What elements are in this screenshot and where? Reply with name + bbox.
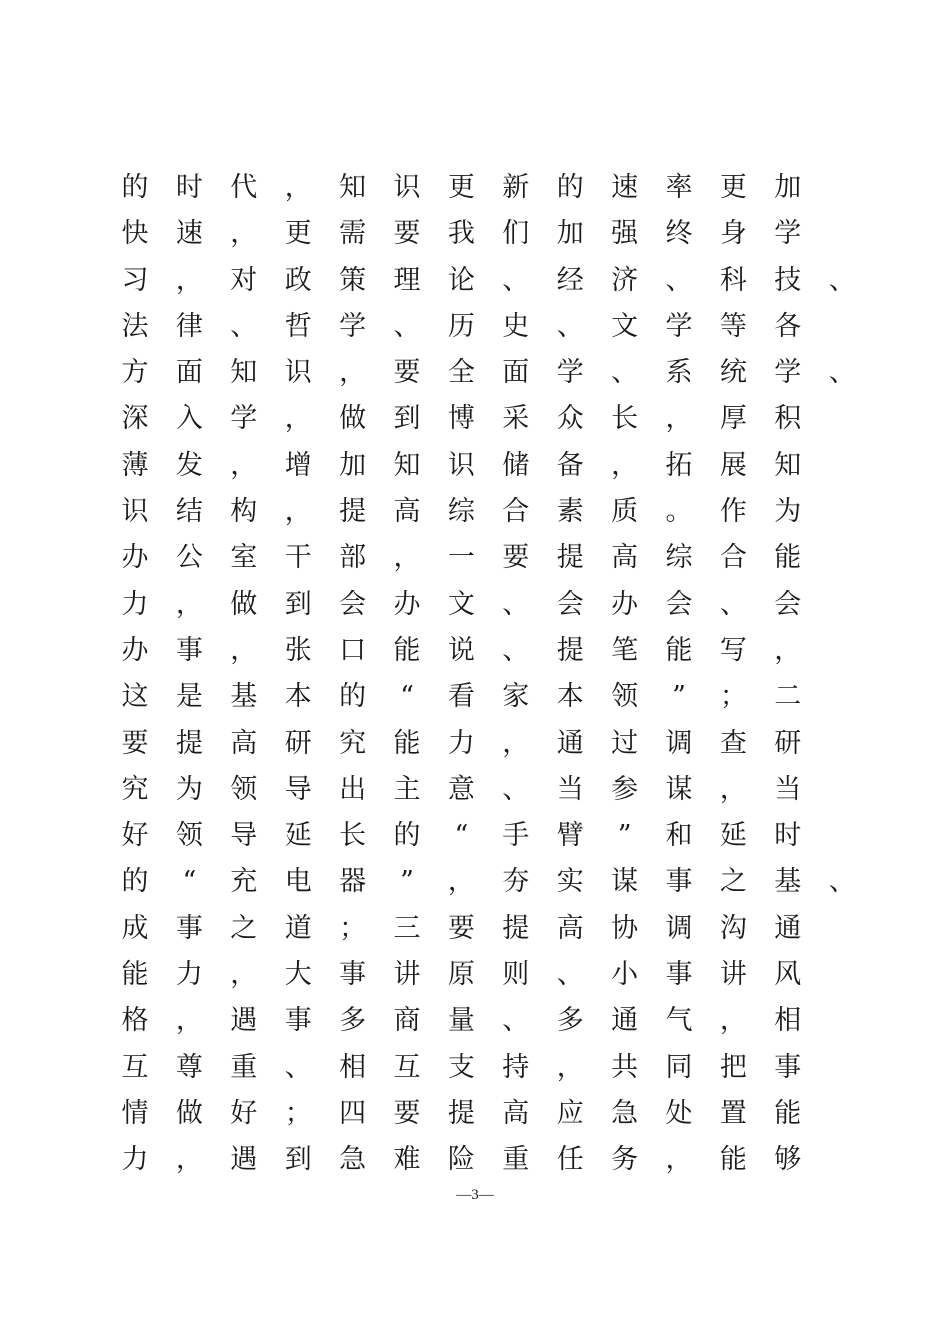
text-line: 能 力 ， 大 事 讲 原 则 、 小 事 讲 风: [121, 959, 802, 991]
text-line: 的 时 代 ， 知 识 更 新 的 速 率 更 加: [121, 172, 802, 203]
text-line: 力 ， 做 到 会 办 文 、 会 办 会 、 会: [121, 588, 802, 620]
text-line: 格 ， 遇 事 多 商 量 、 多 通 气 ， 相: [121, 1005, 802, 1037]
text-line: 力 ， 遇 到 急 难 险 重 任 务 ， 能 够: [121, 1144, 802, 1176]
text-line: 方 面 知 识 ， 要 全 面 学 、 系 统 学 、: [121, 357, 856, 389]
text-line: 究 为 领 导 出 主 意 、 当 参 谋 ， 当: [121, 773, 802, 805]
text-line: 办 公 室 干 部 ， 一 要 提 高 综 合 能: [121, 542, 802, 574]
text-line: 深 入 学 ， 做 到 博 采 众 长 ， 厚 积: [121, 403, 802, 435]
text-line: 这 是 基 本 的 “ 看 家 本 领 ” ； 二: [121, 681, 802, 713]
page-number: —3—: [456, 1187, 494, 1203]
text-line: 好 领 导 延 长 的 “ 手 臂 ” 和 延 时: [121, 820, 802, 852]
text-line: 识 结 构 ， 提 高 综 合 素 质 。 作 为: [121, 496, 802, 528]
body-text: [108, 165, 868, 1184]
text-line: 情 做 好 ； 四 要 提 高 应 急 处 置 能: [121, 1097, 802, 1129]
text-line: 要 提 高 研 究 能 力 ， 通 过 调 查 研: [121, 727, 802, 759]
text-line: 成 事 之 道 ； 三 要 提 高 协 调 沟 通: [121, 912, 802, 944]
text-line: 的 “ 充 电 器 ” ， 夯 实 谋 事 之 基 、: [121, 866, 856, 898]
text-line: 快 速 ， 更 需 要 我 们 加 强 终 身 学: [121, 218, 802, 250]
text-line: 办 事 ， 张 口 能 说 、 提 笔 能 写 ，: [121, 634, 802, 666]
text-line: 习 ， 对 政 策 理 论 、 经 济 、 科 技 、: [121, 264, 856, 296]
text-line: 互 尊 重 、 相 互 支 持 ， 共 同 把 事: [121, 1051, 802, 1083]
text-line: 薄 发 ， 增 加 知 识 储 备 ， 拓 展 知: [121, 449, 802, 481]
text-line: 法 律 、 哲 学 、 历 史 、 文 学 等 各: [121, 310, 802, 342]
